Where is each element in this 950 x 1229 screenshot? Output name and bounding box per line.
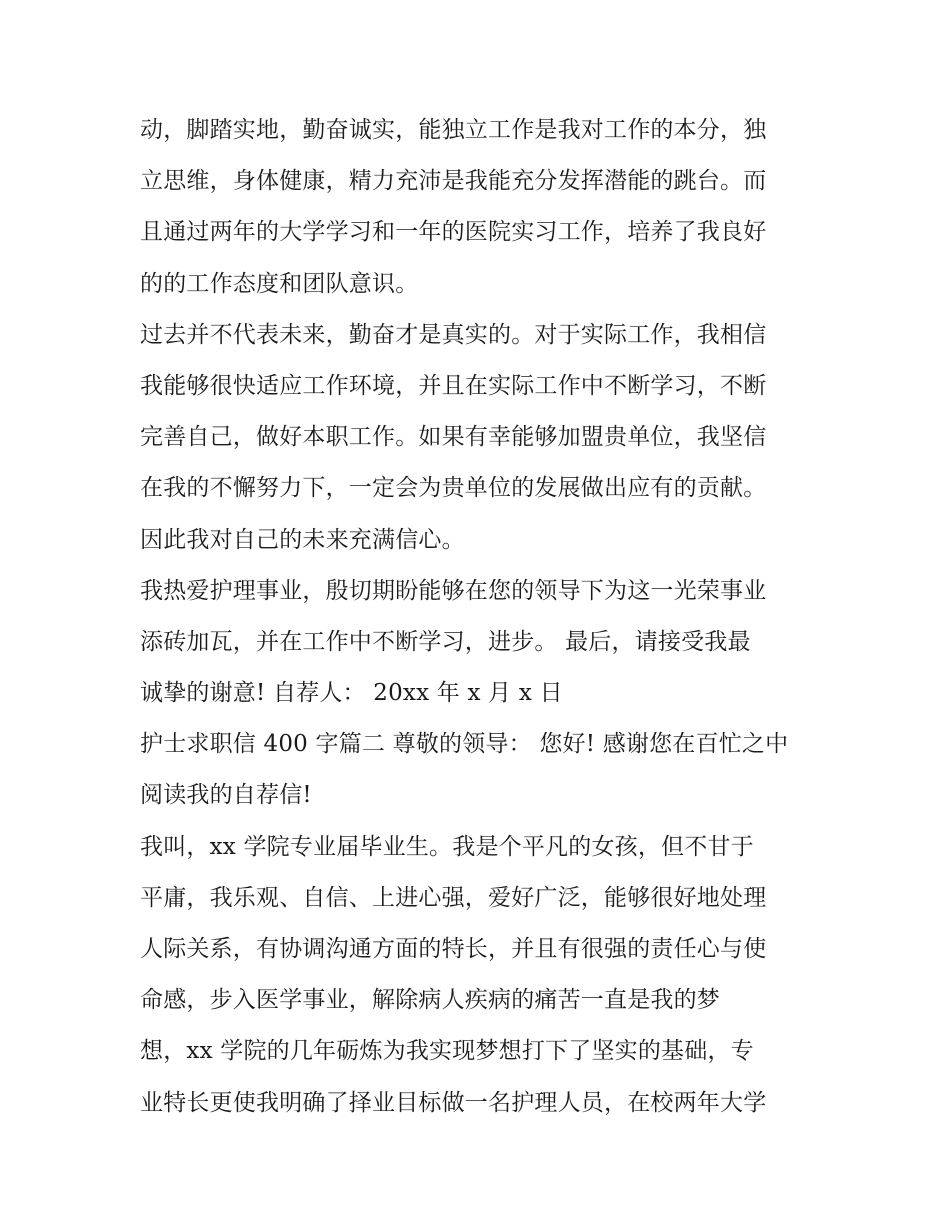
- text-line: 我能够很快适应工作环境，并且在实际工作中不断学习，不断: [140, 372, 767, 399]
- text-line: 且通过两年的大学学习和一年的医院实习工作，培养了我良好: [140, 219, 767, 246]
- body-text: [140, 105, 820, 1129]
- text-line: 完善自己，做好本职工作。如果有幸能够加盟贵单位，我坚信: [140, 424, 767, 451]
- text-line: 过去并不代表未来，勤奋才是真实的。对于实际工作，我相信: [140, 321, 767, 348]
- text-line: 立思维，身体健康，精力充沛是我能充分发挥潜能的跳台。而: [140, 168, 767, 195]
- text-line: 业特长更使我明确了择业目标做一名护理人员，在校两年大学: [140, 1089, 767, 1116]
- text-line: 我叫，xx 学院专业届毕业生。我是个平凡的女孩，但不甘于: [140, 833, 754, 860]
- text-line: 阅读我的自荐信!: [140, 782, 312, 809]
- text-line: 动，脚踏实地，勤奋诚实，能独立工作是我对工作的本分，独: [140, 117, 767, 143]
- text-line: 命感，步入医学事业，解除病人疾病的痛苦一直是我的梦: [140, 987, 720, 1014]
- text-line: 诚挚的谢意! 自荐人： 20xx 年 x 月 x 日: [140, 680, 563, 707]
- text-line: 护士求职信 400 字篇二 尊敬的领导： 您好! 感谢您在百忙之中: [140, 731, 789, 758]
- text-line: 人际关系，有协调沟通方面的特长，并且有很强的责任心与使: [140, 936, 767, 962]
- text-line: 因此我对自己的未来充满信心。: [140, 526, 465, 553]
- text-line: 的的工作态度和团队意识。: [140, 270, 419, 297]
- text-line: 在我的不懈努力下，一定会为贵单位的发展做出应有的贡献。: [140, 475, 767, 502]
- text-line: 添砖加瓦，并在工作中不断学习，进步。 最后，请接受我最: [140, 628, 751, 655]
- text-line: 平庸，我乐观、自信、上进心强，爱好广泛，能够很好地处理: [140, 884, 767, 911]
- text-line: 想，xx 学院的几年砺炼为我实现梦想打下了坚实的基础，专: [140, 1038, 754, 1065]
- text-line: 我热爱护理事业，殷切期盼能够在您的领导下为这一光荣事业: [140, 577, 767, 604]
